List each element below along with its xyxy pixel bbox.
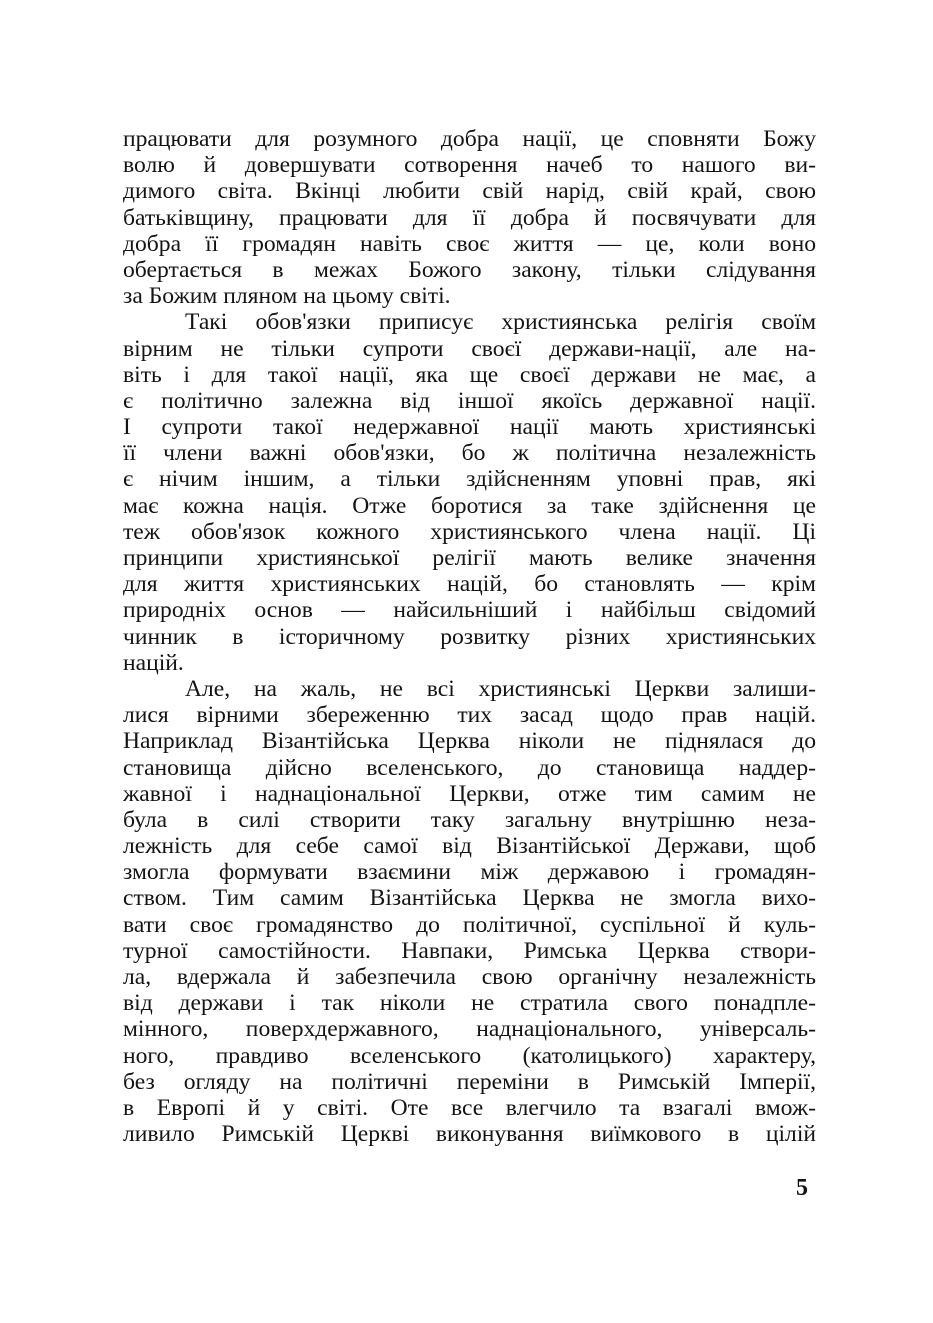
text-line: без огляду на політичні переміни в Римській Імперії,: [123, 1068, 816, 1095]
text-line: лися вірними збереженню тих засад щодо прав націй.: [123, 702, 816, 729]
text-line: була в силі створити таку загальну внутрішню неза-: [123, 806, 816, 833]
text-line: І супроти такої недержавної нації мають християнські: [123, 414, 816, 441]
text-line: волю й довершувати сотворення начеб то нашого ви-: [123, 152, 816, 179]
text-line: ливило Римській Церкві виконування виїмкового в цілій: [123, 1121, 816, 1148]
text-line: чинник в історичному розвитку різних християнських: [123, 623, 816, 650]
text-line: працювати для розумного добра нації, це сповняти Божу: [123, 126, 816, 152]
text-line: від держави і так ніколи не стратила свого понадпле-: [123, 990, 816, 1017]
body-text: [123, 126, 816, 1147]
text-line: становища дійсно вселенського, до становища наддер-: [123, 754, 816, 781]
text-line: змогла формувати взаємини між державою і громадян-: [123, 859, 816, 886]
text-line: жавної і наднаціональної Церкви, отже тим самим не: [123, 780, 816, 807]
text-line: принципи християнської релігії мають велике значення: [123, 545, 816, 571]
text-line: добра її громадян навіть своє життя — це, коли воно: [123, 230, 816, 257]
text-line: Такі обов'язки приписує християнська релігія своїм: [185, 309, 816, 336]
text-line: ла, вдержала й забезпечила свою органічну незалежність: [123, 964, 816, 990]
text-line: обертається в межах Божого закону, тільки слідування: [123, 256, 816, 283]
text-line: теж обов'язок кожного християнського члена нації. Ці: [123, 518, 816, 545]
text-line: природніх основ — найсильніший і найбільш свідомий: [123, 597, 816, 624]
text-line: Наприклад Візантійська Церква ніколи не піднялася до: [123, 728, 816, 755]
text-line: мінного, поверхдержавного, наднаціонального, універсаль-: [123, 1016, 816, 1043]
text-line: є нічим іншим, а тільки здійсненням уповні прав, які: [123, 466, 816, 493]
text-line: є політично залежна від іншої якоїсь державної нації.: [123, 387, 816, 414]
text-line: націй.: [123, 649, 184, 676]
text-line: для життя християнських націй, бо становлять — крім: [123, 571, 816, 598]
text-line: димого світа. Вкінці любити свій нарід, свій край, свою: [123, 178, 816, 205]
text-line: Але, на жаль, не всі християнські Церкви залиши-: [185, 675, 816, 702]
text-line: за Божим пляном на цьому світі.: [123, 283, 451, 310]
text-line: лежність для себе самої від Візантійської Держави, щоб: [123, 833, 816, 860]
text-line: має кожна нація. Отже боротися за таке здійснення це: [123, 492, 816, 519]
text-line: турної самостійности. Навпаки, Римська Церква створи-: [123, 937, 816, 964]
text-line: в Европі й у світі. Оте все влегчило та взагалі вмож-: [123, 1094, 816, 1121]
text-line: батьківщину, працювати для її добра й посвячувати для: [123, 204, 816, 231]
page-number: 5: [796, 1175, 808, 1201]
text-line: ством. Тим самим Візантійська Церква не змогла вихо-: [123, 885, 816, 912]
text-line: вірним не тільки супроти своєї держави-нації, але на-: [123, 335, 816, 362]
text-line: віть і для такої нації, яка ще своєї держави не має, а: [123, 361, 816, 388]
text-line: її члени важні обов'язки, бо ж політична незалежність: [123, 440, 816, 467]
text-line: ного, правдиво вселенського (католицького) характеру,: [123, 1042, 816, 1069]
text-line: вати своє громадянство до політичної, суспільної й куль-: [123, 911, 816, 938]
